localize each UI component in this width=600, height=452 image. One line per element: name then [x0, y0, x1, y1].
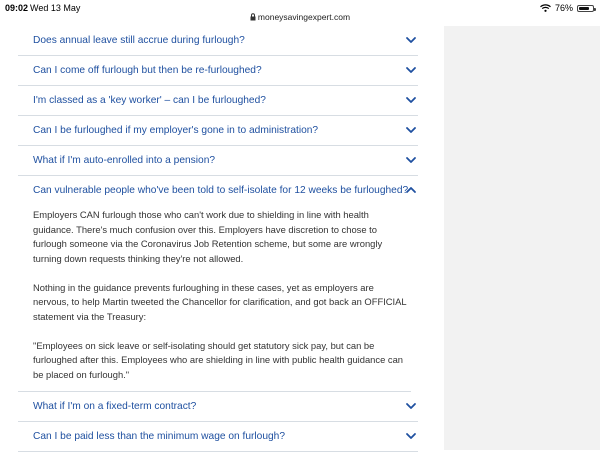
chevron-down-icon[interactable] [405, 35, 417, 45]
chevron-up-icon[interactable] [405, 185, 417, 195]
faq-accordion [18, 26, 418, 452]
chevron-down-icon[interactable] [405, 95, 417, 105]
faq-question: Can I come off furlough but then be re-furloughed? [33, 65, 262, 76]
faq-item[interactable] [18, 116, 418, 146]
chevron-down-icon[interactable] [405, 125, 417, 135]
address-url: moneysavingexpert.com [257, 12, 351, 22]
chevron-down-icon[interactable] [405, 155, 417, 165]
faq-question: Can I be paid less than the minimum wage on furlough? [33, 431, 286, 442]
chevron-down-icon[interactable] [405, 401, 417, 411]
faq-question: Can I be furloughed if my employer's gone in to administration? [33, 125, 319, 136]
answer-paragraph: Employers CAN furlough those who can't work due to shielding in line with health guidance. There's much confusion over this. Employers have discretion to chose to furlough someone via the Coronavirus Job Retention scheme, but some are wrongly turning down requests thinking they're not allowed. [33, 209, 383, 264]
battery-percent: 76% [554, 3, 573, 13]
faq-item[interactable] [18, 56, 418, 86]
faq-item[interactable] [18, 26, 418, 56]
status-time: 09:02 [5, 3, 29, 13]
wifi-icon [540, 4, 551, 12]
status-date: Wed 13 May [30, 3, 81, 13]
faq-question: Can vulnerable people who've been told to self-isolate for 12 weeks be furloughed? [33, 185, 409, 196]
lock-icon [250, 13, 256, 21]
faq-item[interactable] [18, 146, 418, 176]
faq-question: I'm classed as a 'key worker' – can I be furloughed? [33, 95, 266, 106]
right-sidebar [444, 26, 600, 450]
battery-icon [577, 5, 594, 12]
faq-item[interactable] [18, 422, 418, 452]
faq-question: What if I'm auto-enrolled into a pension? [33, 155, 216, 166]
address-bar[interactable] [0, 12, 600, 22]
faq-question: Does annual leave still accrue during furlough? [33, 35, 245, 46]
battery-level [579, 7, 589, 10]
answer-paragraph: Nothing in the guidance prevents furloughing in these cases, yet as employers are nervous, to help Martin tweeted the Chancellor for clarification, and got back an OFFICIAL statement via the Treasury: [33, 281, 407, 322]
answer-quote: "Employees on sick leave or self-isolating should get statutory sick pay, but can be furloughed after this. Employees who are shielding in line with public health guidance can be placed on furlough." [33, 339, 404, 380]
faq-item[interactable] [18, 86, 418, 116]
faq-question: What if I'm on a fixed-term contract? [33, 401, 197, 412]
faq-item[interactable] [18, 392, 418, 422]
chevron-down-icon[interactable] [405, 65, 417, 75]
faq-answer [18, 205, 411, 392]
chevron-down-icon[interactable] [405, 431, 417, 441]
status-bar [0, 0, 600, 22]
faq-item-open[interactable] [18, 176, 418, 205]
